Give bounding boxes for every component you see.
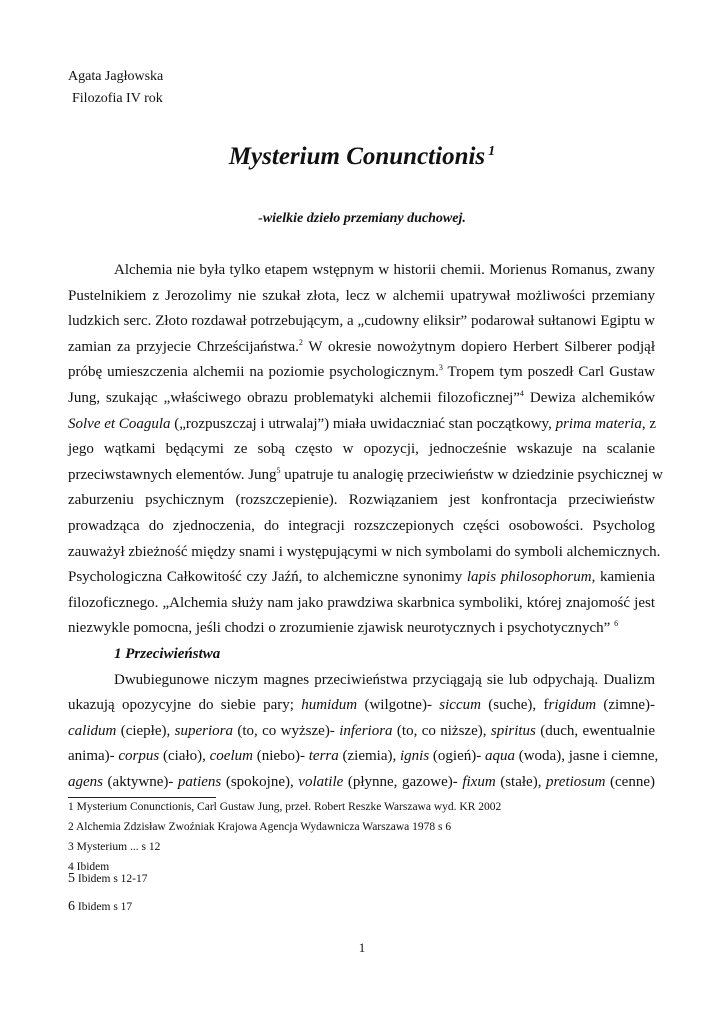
text-span: (cenne) [605, 773, 655, 790]
title-footnote-ref: 1 [488, 143, 496, 159]
document-title [0, 143, 724, 171]
text-span: Psychologiczna Całkowitość czy Jaźń, to alchemiczne synonimy [68, 569, 467, 586]
paragraph-line [68, 770, 655, 796]
text-span: anima)- [68, 748, 119, 765]
footnote-ref: 2 [298, 337, 303, 347]
footnote: 2 Alchemia Zdzisław Zwoźniak Krajowa Agencja Wydawnicza Warszawa 1978 s 6 [68, 821, 452, 833]
paragraph-line: zaburzeniu psychicznym (rozszczepienie). Rozwiązaniem jest konfrontacja przeciwieństw [68, 492, 655, 509]
text-span: zamian za przyjecie Chrześcijaństwa. [68, 338, 299, 355]
paragraph-line [68, 565, 655, 591]
italic-term: coelum [209, 748, 253, 765]
text-span: (płynne, gazowe)- [343, 773, 463, 790]
course-name: Filozofia IV rok [72, 91, 163, 106]
italic-term: aqua [484, 748, 515, 765]
paragraph-line: Dwubiegunowe niczym magnes przeciwieństwa przyciągają sie lub odpychają. Dualizm [114, 671, 655, 688]
paragraph-line [68, 412, 655, 438]
text-span: (stałe), [495, 773, 547, 790]
footnote-separator [68, 797, 216, 798]
footnote-ref: 3 [438, 363, 443, 373]
footnote-ref: 5 [276, 465, 281, 475]
paragraph-line [68, 693, 655, 719]
paragraph-line: Alchemia nie była tylko etapem wstępnym w historii chemii. Morienus Romanus, zwany [114, 262, 655, 278]
italic-term: prima materia [555, 415, 642, 432]
text-span: (ziemia), [338, 748, 400, 765]
italic-term: calidum [68, 722, 117, 739]
text-span: (duch, ewentualnie [535, 722, 655, 739]
paragraph-line: ludzkich serc. Złoto rozdawał potrzebującym, a „cudowny eliksir” podarował sułtanowi Egiptu w [68, 313, 655, 330]
italic-term: agens [68, 773, 103, 790]
italic-term: terra [308, 748, 339, 765]
text-span: (aktywne)- [103, 773, 178, 790]
italic-term: Solve et Coagula [68, 415, 171, 432]
paragraph-line: prowadząca do zjednoczenia, do integracji rozszczepionych części osobowości. Psycholog [68, 517, 655, 534]
text-span: , z [641, 415, 656, 432]
footnote [68, 899, 501, 915]
paragraph-line: zauważył zbieżność między snami i występującymi w nich symbolami do symboli alchemicznych. [68, 543, 661, 560]
italic-term: superiora [174, 722, 233, 739]
footnote-ref: 6 [614, 619, 619, 629]
paragraph-line [68, 335, 655, 361]
text-span: Dewiza alchemików [523, 389, 655, 406]
footnote: 4 Ibidem [68, 861, 110, 873]
footnote-number: 5 [68, 871, 75, 886]
text-span: ukazują opozycyjne do siebie pary; [68, 697, 302, 714]
italic-term: fixum [462, 773, 496, 790]
paragraph-line [68, 616, 655, 642]
italic-term: humidum [301, 697, 358, 714]
paragraph-line [68, 386, 655, 412]
text-span: przeciwstawnych elementów. Jung [68, 466, 277, 483]
author-block [68, 66, 163, 110]
text-span: (ciało), [159, 748, 210, 765]
italic-term: rigidum [548, 697, 597, 714]
text-span: próbę umieszczenia alchemii na poziomie psychologicznym. [68, 364, 439, 381]
text-span: (to, co niższe), [392, 722, 491, 739]
paragraph-line: Pustelnikiem z Jerozolimy nie szukał złota, lecz w alchemii upatrywał możliwości przemiany [68, 287, 655, 304]
footnote-text: Ibidem s 17 [77, 901, 133, 913]
text-span: upatruje tu analogię przeciwieństw w dziedzinie psychicznej w [280, 466, 663, 483]
text-span: (spokojne), [221, 773, 299, 790]
text-span: (suche), f [480, 697, 549, 714]
italic-term: pretiosum [546, 773, 606, 790]
footnote [68, 871, 501, 887]
paragraph-line [68, 744, 659, 770]
document-subtitle: -wielkie dzieło przemiany duchowej. [258, 211, 466, 226]
text-span: W okresie nowożytnym dopiero Herbert Silberer podjął [302, 338, 655, 355]
italic-term: patiens [177, 773, 222, 790]
footnote: 1 Mysterium Conunctionis, Carl Gustaw Jung, przeł. Robert Reszke Warszawa wyd. KR 2002 [68, 801, 502, 813]
text-span: (wilgotne)- [357, 697, 440, 714]
footnote-text: Ibidem s 12-17 [77, 873, 148, 885]
italic-term: volatile [298, 773, 344, 790]
paragraph-line: jego wątkami będącymi ze sobą często w opozycji, jednocześnie wskazuje na scalanie [68, 441, 655, 458]
section-heading: 1 Przeciwieństwa [114, 645, 221, 662]
text-span: (woda), jasne i ciemne, [514, 748, 659, 765]
paragraph-line [68, 463, 663, 489]
body-text [68, 258, 663, 795]
text-span: („rozpuszczaj i utrwalaj”) miała uwidaczniać stan początkowy, [170, 415, 556, 432]
page-number: 1 [358, 940, 366, 955]
text-span: , kamienia [591, 569, 655, 586]
italic-term: ignis [399, 748, 430, 765]
footnote-number: 6 [68, 899, 75, 914]
italic-term: corpus [118, 748, 160, 765]
text-span: Tropem tym poszedł Carl Gustaw [442, 364, 655, 381]
italic-term: spiritus [490, 722, 536, 739]
footnotes [68, 801, 502, 914]
author-name: Agata Jagłowska [68, 69, 164, 84]
title-text: Mysterium Conunctionis [228, 143, 486, 170]
footnote: 3 Mysterium ... s 12 [68, 841, 161, 853]
paragraph-line: filozoficznego. „Alchemia służy nam jako prawdziwa skarbnica symboliki, której znajomość jest [68, 594, 655, 611]
text-span: (zimne)- [596, 697, 656, 714]
text-span: (niebo)- [252, 748, 309, 765]
text-span: (ciepłe), [116, 722, 175, 739]
text-span: Jung, szukając „właściwego obrazu problematyki alchemii filozoficznej” [68, 389, 520, 406]
paragraph-line [68, 360, 655, 386]
footnote-ref: 4 [519, 388, 524, 398]
paragraph-line [68, 719, 655, 745]
text-span: (ogień)- [429, 748, 485, 765]
italic-term: siccum [439, 697, 481, 714]
text-span: (to, co wyższe)- [232, 722, 340, 739]
text-span: niezwykle pomocna, jeśli chodzi o zrozumienie zjawisk neurotycznych i psychotycznych” [68, 620, 611, 637]
italic-term: inferiora [339, 722, 393, 739]
italic-term: lapis philosophorum [466, 569, 592, 586]
